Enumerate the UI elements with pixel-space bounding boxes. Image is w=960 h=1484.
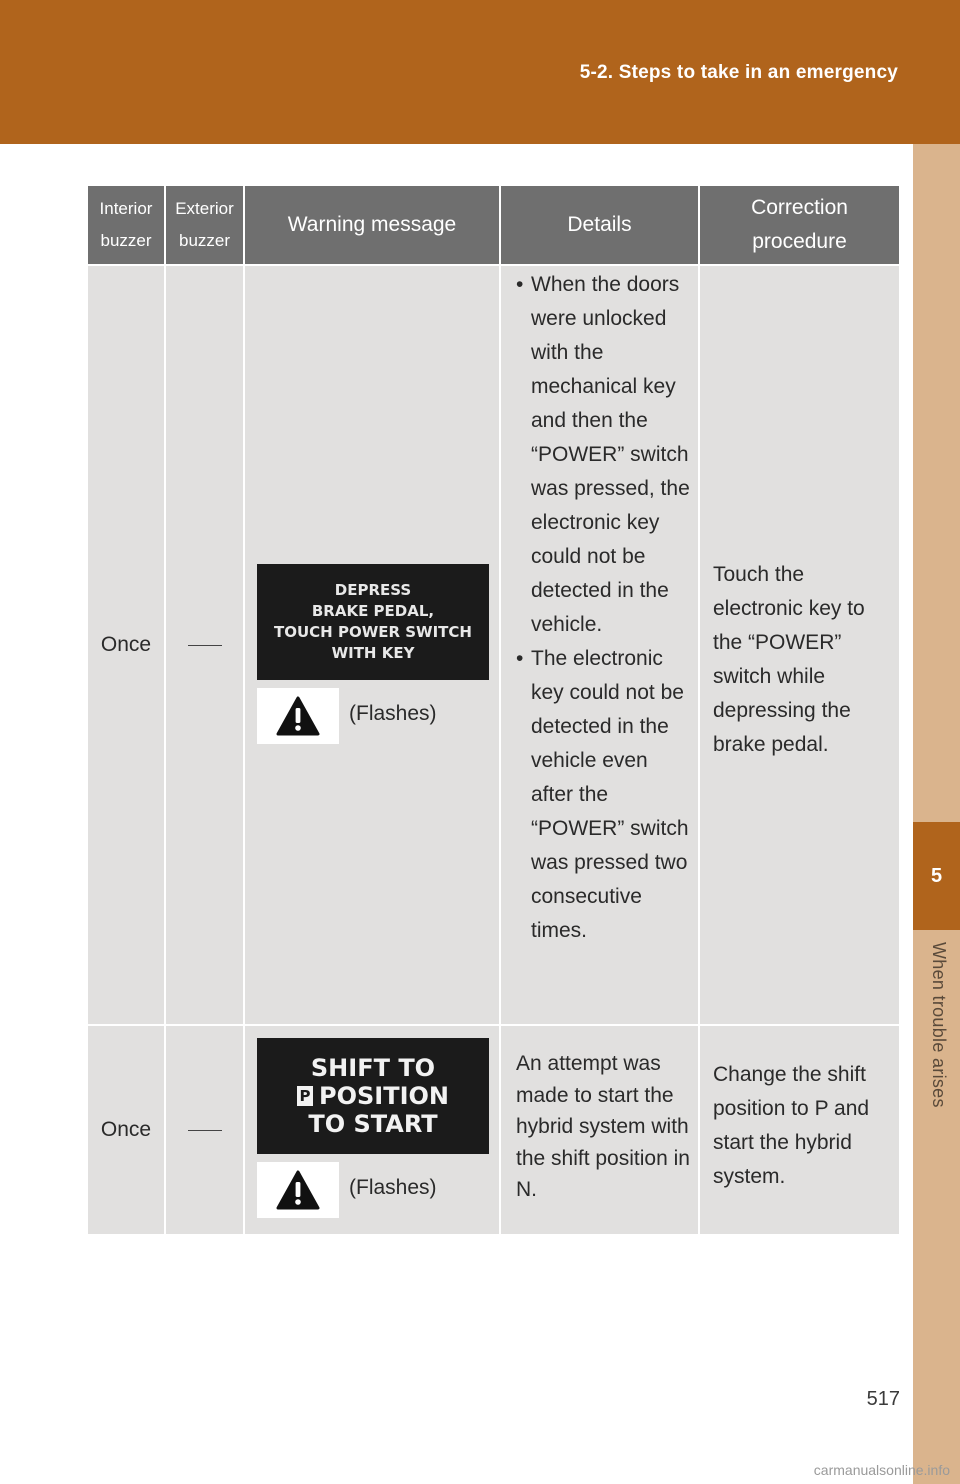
column-interior-buzzer: Interior buzzer xyxy=(88,186,166,264)
screen-line-with-p xyxy=(297,1082,449,1110)
correction-cell xyxy=(700,266,899,1024)
screen-line: SHIFT TO xyxy=(310,1054,436,1082)
display-screen xyxy=(257,564,489,680)
column-details: Details xyxy=(501,186,700,264)
details-item: • The electronic key could not be detected in the vehicle even after the “POWER” switch was pressed two consecutive times. xyxy=(516,642,694,948)
dash xyxy=(188,1130,222,1131)
warning-message-cell xyxy=(245,1026,501,1234)
warning-icon xyxy=(276,1170,320,1210)
interior-buzzer-cell: Once xyxy=(88,266,166,1024)
exterior-buzzer-cell xyxy=(166,266,245,1024)
warning-table xyxy=(88,186,899,1234)
dash xyxy=(188,645,222,646)
exterior-buzzer-cell xyxy=(166,1026,245,1234)
details-cell xyxy=(501,1026,700,1234)
screen-line: DEPRESS xyxy=(334,581,412,599)
page-number: 517 xyxy=(866,1388,900,1410)
p-position-glyph: P xyxy=(297,1086,313,1106)
screen-line: TO START xyxy=(308,1110,438,1138)
footer-watermark: carmanualsonline.info xyxy=(813,1462,950,1478)
screen-line: BRAKE PEDAL, xyxy=(311,602,435,620)
column-correction-procedure: Correction procedure xyxy=(751,196,848,253)
screen-line: WITH KEY xyxy=(331,644,415,662)
screen-line: TOUCH POWER SWITCH xyxy=(274,623,472,641)
warning-message-cell xyxy=(245,266,501,1024)
section-title: 5-2. Steps to take in an emergency xyxy=(579,62,898,83)
table-row xyxy=(88,1024,899,1234)
details-cell xyxy=(501,266,700,1024)
details-text: An attempt was made to start the hybrid system with the shift position in N. xyxy=(516,1052,690,1201)
column-warning-message: Warning message xyxy=(245,186,501,264)
details-list xyxy=(516,268,694,948)
chapter-number: 5 xyxy=(913,822,960,930)
side-tab xyxy=(913,144,960,1484)
page-header xyxy=(0,0,960,144)
column-exterior-buzzer: Exterior buzzer xyxy=(166,186,245,264)
flashes-label: (Flashes) xyxy=(349,1176,437,1199)
correction-text: Touch the electronic key to the “POWER” switch while depressing the brake pedal. xyxy=(713,563,865,756)
warning-icon-box xyxy=(257,688,339,744)
details-item: • When the doors were unlocked with the mechanical key and then the “POWER” switch was pressed, the electronic key could not be detected in the vehicle. xyxy=(516,268,694,642)
table-row xyxy=(88,264,899,1024)
interior-buzzer-cell: Once xyxy=(88,1026,166,1234)
warning-icon-box xyxy=(257,1162,339,1218)
flashes-label: (Flashes) xyxy=(349,702,437,725)
display-screen xyxy=(257,1038,489,1154)
warning-icon xyxy=(276,696,320,736)
correction-text: Change the shift position to P and start the hybrid system. xyxy=(713,1063,870,1188)
screen-line: POSITION xyxy=(319,1082,449,1110)
correction-cell xyxy=(700,1026,899,1234)
table-header xyxy=(88,186,899,264)
chapter-title: When trouble arises xyxy=(929,942,949,1108)
